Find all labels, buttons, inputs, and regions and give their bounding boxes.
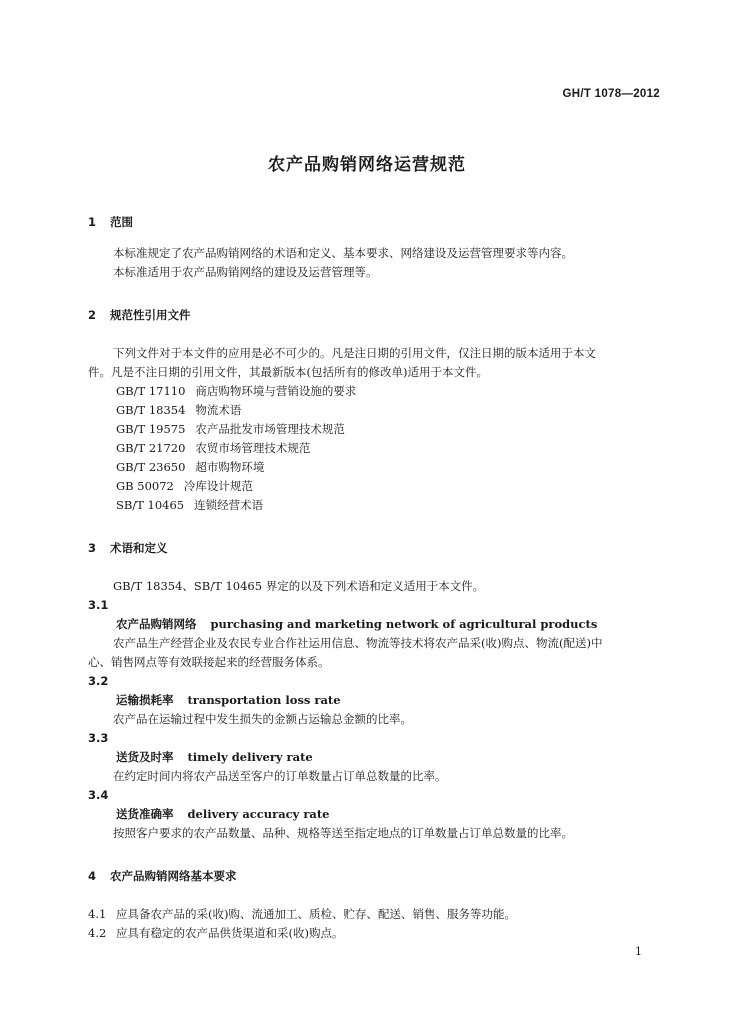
- reference-item: [90, 382, 662, 401]
- term-en: timely delivery rate: [187, 750, 313, 764]
- reference-item: [90, 458, 662, 477]
- paragraph: 下列文件对于本文件的应用是必不可少的。凡是注日期的引用文件，仅注日期的版本适用于本文: [113, 346, 596, 360]
- standard-code: GH/T 1078—2012: [562, 88, 660, 100]
- reference-name: 冷库设计规范: [183, 479, 253, 493]
- term-definition: 农产品在运输过程中发生损失的金额占运输总金额的比率。: [113, 712, 412, 726]
- section-title: 农产品购销网络基本要求: [110, 869, 237, 883]
- term-heading: [90, 748, 662, 767]
- reference-name: 超市购物环境: [195, 460, 265, 474]
- requirement-item: [88, 924, 662, 943]
- section-number: 4: [88, 869, 97, 883]
- term-number: 3.2: [88, 674, 109, 688]
- requirement-number: 4.1: [88, 907, 107, 921]
- term-definition: 按照客户要求的农产品数量、品种、规格等送至指定地点的订单数量占订单总数量的比率。: [113, 826, 573, 840]
- requirement-text: 应具有稳定的农产品供货渠道和采(收)购点。: [116, 926, 344, 940]
- paragraph: 件。凡是不注日期的引用文件，其最新版本(包括所有的修改单)适用于本文件。: [88, 365, 488, 379]
- section-title: 范围: [110, 215, 133, 229]
- term-heading: [90, 805, 662, 824]
- term-en: delivery accuracy rate: [187, 807, 330, 821]
- term-zh: 送货准确率: [116, 807, 174, 821]
- reference-item: [90, 401, 662, 420]
- section-3-heading: [88, 539, 662, 558]
- requirement-number: 4.2: [88, 926, 107, 940]
- term-number: 3.1: [88, 598, 109, 612]
- term-definition: 农产品生产经营企业及农民专业合作社运用信息、物流等技术将农产品采(收)购点、物流(配送)中: [113, 636, 603, 650]
- reference-code: GB/T 18354: [116, 403, 186, 417]
- document-body: [90, 213, 662, 943]
- document-title: 农产品购销网络运营规范: [268, 155, 466, 175]
- section-number: 2: [88, 308, 97, 322]
- section-title: 规范性引用文件: [110, 308, 191, 322]
- reference-name: 连锁经营术语: [194, 498, 264, 512]
- term-number: 3.4: [88, 788, 109, 802]
- reference-code: GB/T 19575: [116, 422, 186, 436]
- term-en: purchasing and marketing network of agricultural products: [210, 617, 598, 631]
- term-zh: 运输损耗率: [116, 693, 174, 707]
- section-4-heading: [88, 867, 662, 886]
- page-number: 1: [635, 945, 642, 958]
- reference-name: 商店购物环境与营销设施的要求: [195, 384, 357, 398]
- term-definition: 心、销售网点等有效联接起来的经营服务体系。: [88, 655, 330, 669]
- term-definition: 在约定时间内将农产品送至客户的订单数量占订单总数量的比率。: [113, 769, 447, 783]
- reference-name: 物流术语: [195, 403, 242, 417]
- reference-code: GB 50072: [116, 479, 174, 493]
- term-zh: 送货及时率: [116, 750, 174, 764]
- reference-code: GB/T 17110: [116, 384, 186, 398]
- reference-item: [90, 477, 662, 496]
- reference-name: 农贸市场管理技术规范: [195, 441, 311, 455]
- reference-item: [90, 439, 662, 458]
- term-number: 3.3: [88, 731, 109, 745]
- section-number: 3: [88, 541, 97, 555]
- reference-item: [90, 496, 662, 515]
- paragraph: GB/T 18354、SB/T 10465 界定的以及下列术语和定义适用于本文件。: [113, 579, 485, 593]
- section-1-heading: [88, 213, 662, 232]
- section-title: 术语和定义: [110, 541, 168, 555]
- section-2-heading: [88, 306, 662, 325]
- reference-code: SB/T 10465: [116, 498, 185, 512]
- reference-name: 农产品批发市场管理技术规范: [195, 422, 345, 436]
- paragraph: 本标准规定了农产品购销网络的术语和定义、基本要求、网络建设及运营管理要求等内容。: [113, 246, 573, 260]
- requirement-text: 应具备农产品的采(收)购、流通加工、质检、贮存、配送、销售、服务等功能。: [116, 907, 516, 921]
- paragraph: 本标准适用于农产品购销网络的建设及运营管理等。: [113, 265, 378, 279]
- term-zh: 农产品购销网络: [116, 617, 197, 631]
- reference-code: GB/T 21720: [116, 441, 186, 455]
- term-en: transportation loss rate: [187, 693, 341, 707]
- term-heading: [90, 615, 662, 634]
- requirement-item: [88, 905, 662, 924]
- reference-code: GB/T 23650: [116, 460, 186, 474]
- section-number: 1: [88, 215, 97, 229]
- term-heading: [90, 691, 662, 710]
- reference-item: [90, 420, 662, 439]
